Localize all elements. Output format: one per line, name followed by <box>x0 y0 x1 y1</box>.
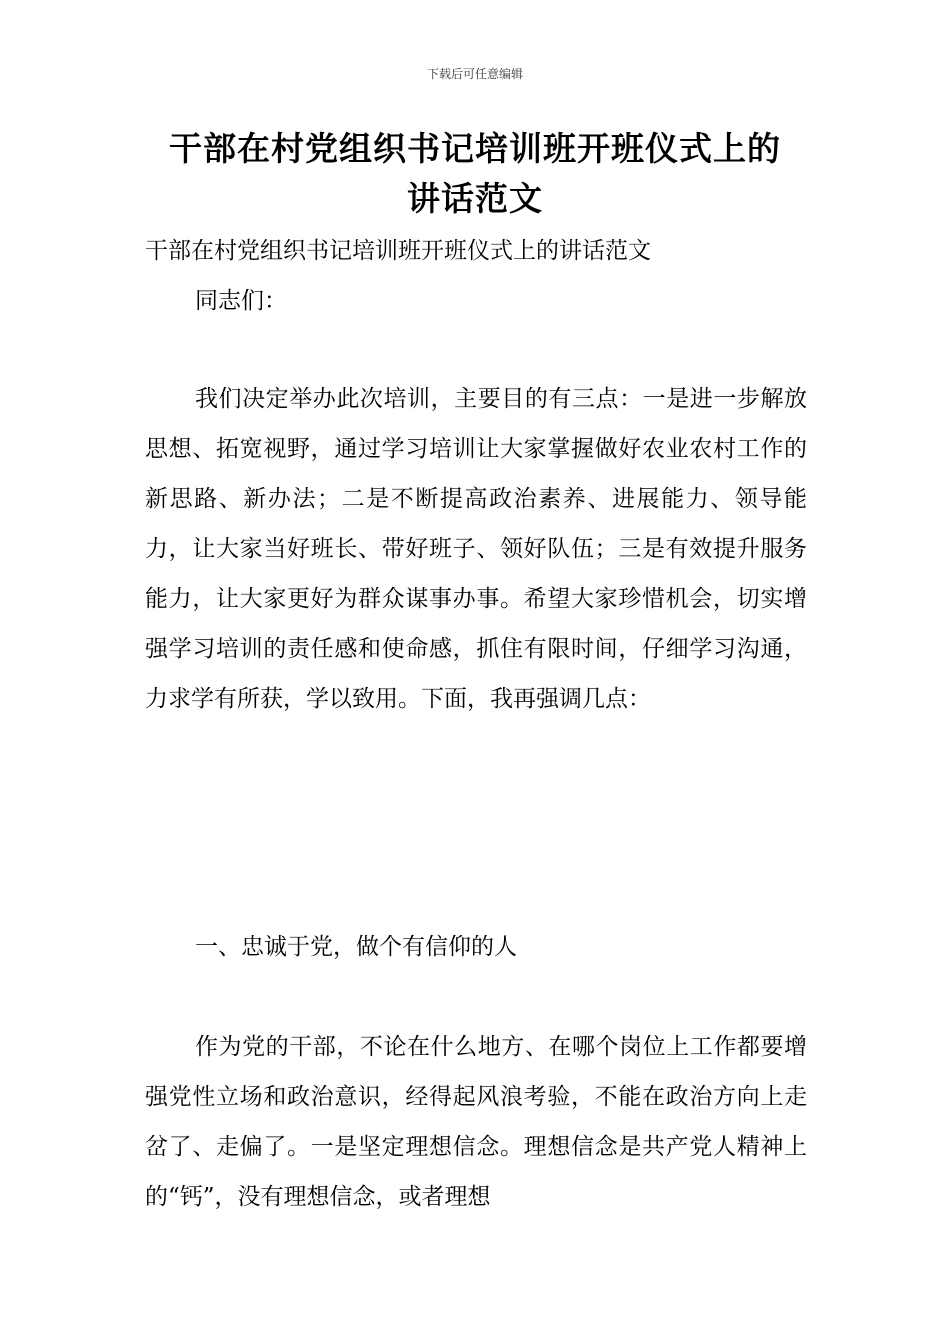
paragraph-2: 作为党的干部，不论在什么地方、在哪个岗位上工作都要增强党性立场和政治意识，经得起风浪考验，不能在政治方向上走岔了、走偏了。一是坚定理想信念。理想信念是共产党人精神上的“钙”，没有理想信念，或者理想 <box>145 1034 807 1210</box>
title-line-1: 干部在村党组织书记培训班开班仪式上的 <box>169 129 781 168</box>
document-subtitle: 干部在村党组织书记培训班开班仪式上的讲话范文 <box>145 238 651 264</box>
header-note: 下载后可任意编辑 <box>426 67 523 81</box>
title-line-2: 讲话范文 <box>407 179 543 218</box>
paragraph-1: 我们决定举办此次培训，主要目的有三点：一是进一步解放思想、拓宽视野，通过学习培训让大家掌握做好农业农村工作的新思路、新办法；二是不断提高政治素养、进展能力、领导能力，让大家当好班长、带好班子、领好队伍；三是有效提升服务能力，让大家更好为群众谋事办事。希望大家珍惜机会，切实增强学习培训的责任感和使命感，抓住有限时间，仔细学习沟通，力求学有所获，学以致用。下面，我再强调几点： <box>145 386 807 712</box>
document-title <box>145 124 805 224</box>
section-heading-1: 一、忠诚于党，做个有信仰的人 <box>195 934 517 960</box>
greeting: 同志们： <box>195 288 287 314</box>
